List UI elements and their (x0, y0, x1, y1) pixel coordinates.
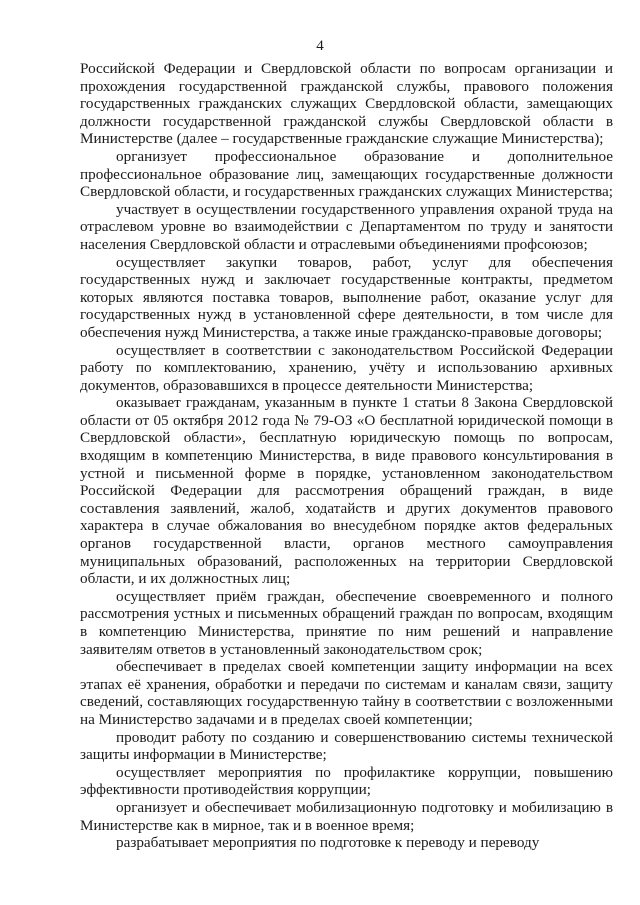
paragraph-9: проводит работу по созданию и совершенствованию системы технической защиты информации в Министерстве; (80, 728, 613, 764)
paragraph-5: осуществляет в соответствии с законодательством Российской Федерации работу по комплектованию, хранению, учёту и использованию архивных документов, образовавшихся в процессе деятельности Министерства; (80, 341, 613, 394)
paragraph-6: оказывает гражданам, указанным в пункте 1 статьи 8 Закона Свердловской области от 05 октября 2012 года № 79-ОЗ «О бесплатной юридической помощи в Свердловской области», бесплатную юридическую помощь по вопросам, входящим в компетенцию Министерства, в виде правового консультирования в устной и письменной форме в порядке, установленном законодательством Российской Федерации для рассмотрения обращений граждан, в виде составления заявлений, жалоб, ходатайств и других документов правового характера в случае обжалования во внесудебном порядке актов федеральных органов государственной власти, органов местного самоуправления муниципальных образований, расположенных на территории Свердловской области, и их должностных лиц; (80, 394, 613, 588)
paragraph-4: осуществляет закупки товаров, работ, услуг для обеспечения государственных нужд и заключает государственные контракты, предметом которых являются поставка товаров, выполнение работ, оказание услуг для государственных нужд в установленной сфере деятельности, в том числе для обеспечения нужд Министерства, а также иные гражданско-правовые договоры; (80, 253, 613, 341)
paragraph-1: Российской Федерации и Свердловской области по вопросам организации и прохождения государственной гражданской службы, правового положения государственных гражданских служащих Свердловской области, замещающих должности государственной гражданской службы Свердловской области в Министерстве (далее – государственные гражданские служащие Министерства); (80, 60, 613, 148)
paragraph-10: осуществляет мероприятия по профилактике коррупции, повышению эффективности противодействия коррупции; (80, 763, 613, 799)
paragraph-8: обеспечивает в пределах своей компетенции защиту информации на всех этапах её хранения, обработки и передачи по системам и каналам связи, защиту сведений, составляющих государственную тайну в соответствии с возложенными на Министерство задачами и в пределах своей компетенции; (80, 658, 613, 728)
paragraph-7: осуществляет приём граждан, обеспечение своевременного и полного рассмотрения устных и письменных обращений граждан по вопросам, входящим в компетенцию Министерства, принятие по ним решений и направление заявителям ответов в установленный законодательством срок; (80, 587, 613, 658)
page-number: 4 (316, 38, 324, 54)
paragraph-11: организует и обеспечивает мобилизационную подготовку и мобилизацию в Министерстве как в мирное, так и в военное время; (80, 798, 613, 834)
paragraph-3: участвует в осуществлении государственного управления охраной труда на отраслевом уровне во взаимодействии с Департаментом по труду и занятости населения Свердловской области и отраслевыми объединениями профсоюзов; (80, 200, 613, 253)
paragraph-12: разрабатывает мероприятия по подготовке к переводу и переводу (116, 834, 540, 852)
document-body (80, 60, 613, 852)
paragraph-2: организует профессиональное образование и дополнительное профессиональное образование лиц, замещающих государственные должности Свердловской области, и государственных гражданских служащих Министерства; (80, 147, 613, 201)
